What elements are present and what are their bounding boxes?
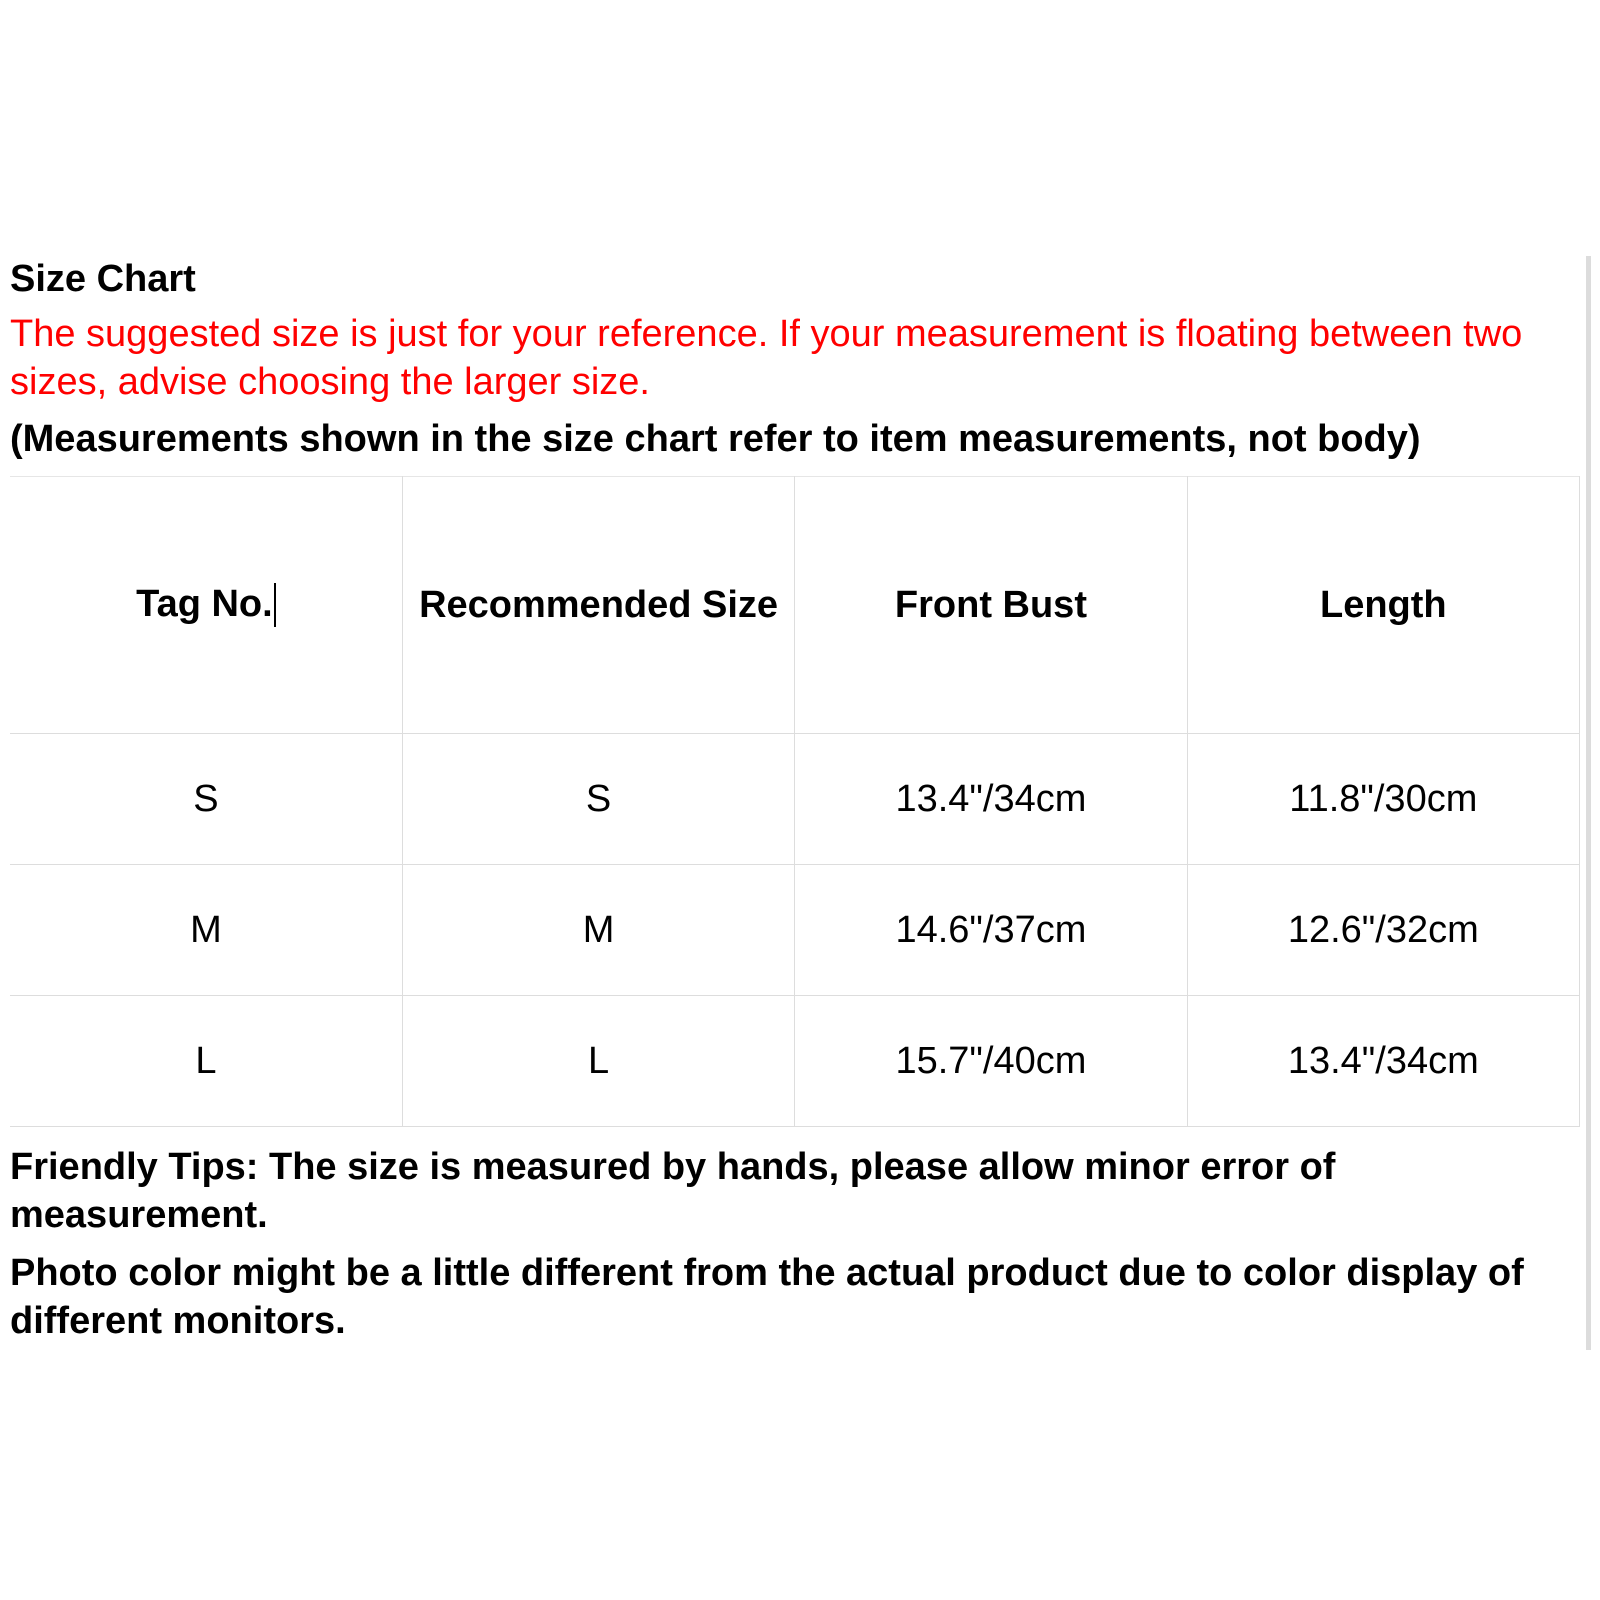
table-cell: 11.8"/30cm (1187, 734, 1579, 865)
size-chart-document (10, 256, 1580, 1350)
table-cell: M (10, 865, 402, 996)
table-cell: M (402, 865, 794, 996)
table-header-row (10, 477, 1580, 734)
table-row (10, 865, 1580, 996)
table-cell: 12.6"/32cm (1187, 865, 1579, 996)
size-table (10, 476, 1580, 1127)
table-cell: 13.4"/34cm (1187, 996, 1579, 1127)
header-cell-front-bust: Front Bust (795, 477, 1187, 734)
table-cell: L (402, 996, 794, 1127)
table-cell: 13.4"/34cm (795, 734, 1187, 865)
header-cell-length: Length (1187, 477, 1579, 734)
page-title: Size Chart (10, 258, 196, 300)
reference-note: The suggested size is just for your reference. If your measurement is floating between two sizes, advise choosing the larger size. (10, 313, 1523, 403)
table-row (10, 734, 1580, 865)
table-row (10, 996, 1580, 1127)
friendly-tips: Friendly Tips: The size is measured by hands, please allow minor error of measurement. (10, 1146, 1336, 1236)
table-cell: L (10, 996, 402, 1127)
measurement-note: (Measurements shown in the size chart refer to item measurements, not body) (10, 418, 1421, 460)
table-cell: 15.7"/40cm (795, 996, 1187, 1127)
text-caret (274, 583, 276, 627)
table-cell: 14.6"/37cm (795, 865, 1187, 996)
header-cell-recommended-size (402, 477, 794, 734)
header-tag-no-label: Tag No. (136, 582, 273, 625)
vertical-scrollbar[interactable] (1586, 256, 1591, 1350)
photo-color-note: Photo color might be a little different from the actual product due to color display of different monitors. (10, 1252, 1524, 1342)
header-cell-tag-no (10, 477, 402, 734)
header-recommended-size-label: Recommended Size (419, 584, 779, 626)
table-cell: S (402, 734, 794, 865)
table-cell: S (10, 734, 402, 865)
